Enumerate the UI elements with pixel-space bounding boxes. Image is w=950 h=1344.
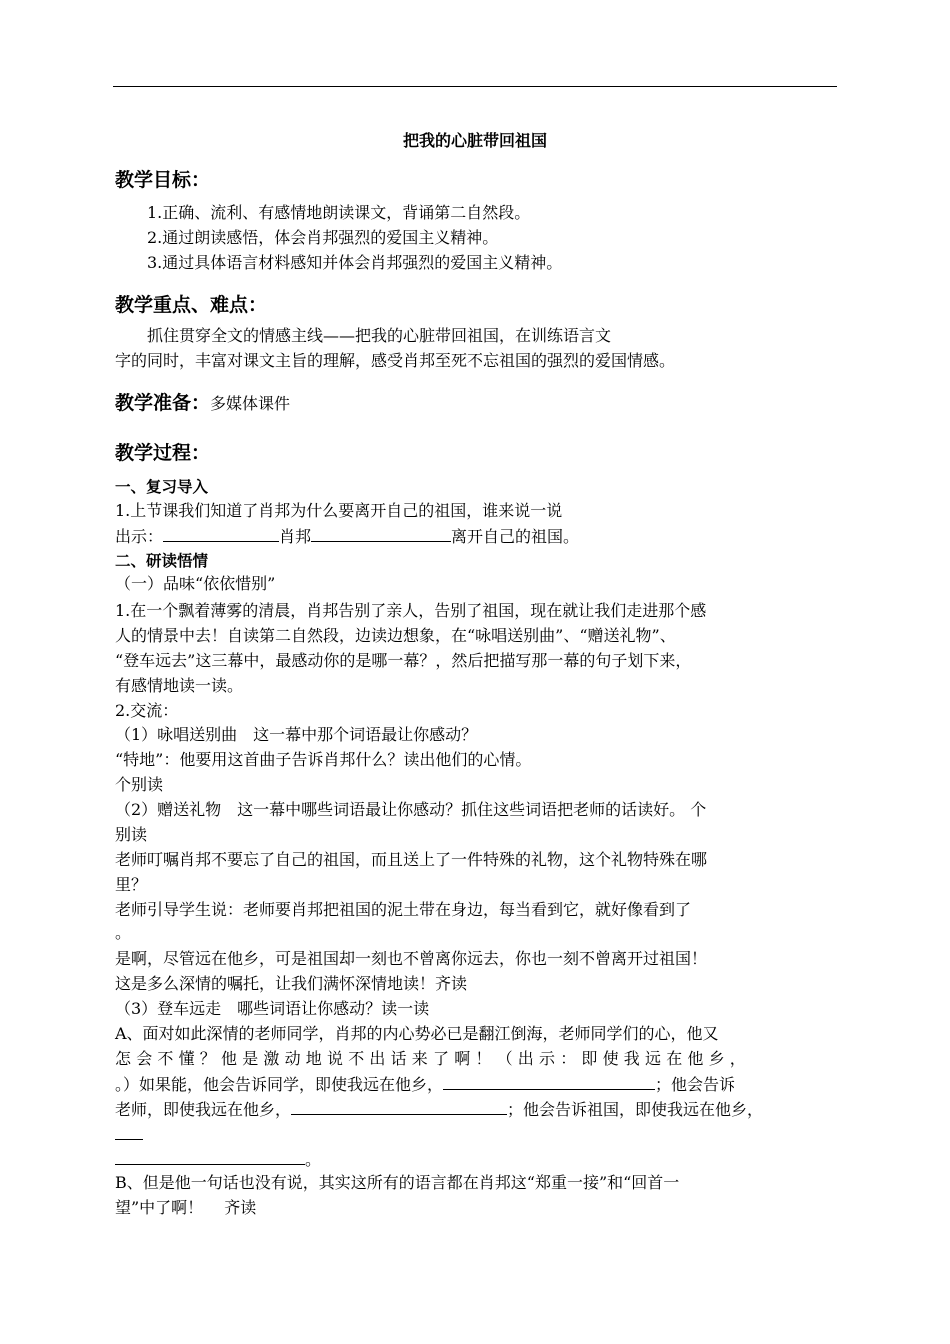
prep-text: 多媒体课件	[210, 394, 291, 413]
paragraph-text: 。）如果能，他会告诉同学，即使我远在他乡，	[115, 1075, 444, 1094]
document-title: 把我的心脏带回祖国	[402, 131, 547, 150]
paragraph-line: （3）登车远走 哪些词语让你感动？读一读	[115, 999, 430, 1018]
fill-in-line	[115, 1098, 763, 1121]
paragraph-line: 人的情景中去！自读第二自然段，边读边想象，在“咏唱送别曲”、“赠送礼物”、	[115, 626, 676, 645]
paragraph-line: 老师叮嘱肖邦不要忘了自己的祖国，而且送上了一件特殊的礼物，这个礼物特殊在哪	[115, 850, 708, 869]
fill-in-line	[115, 1123, 143, 1146]
goal-item: 1.正确、流利、有感情地朗读课文，背诵第二自然段。	[147, 203, 531, 222]
paragraph-line: （2）赠送礼物 这一幕中哪些词语最让你感动？抓住这些词语把老师的话读好。 个	[115, 800, 707, 819]
show-text: 肖邦	[279, 527, 312, 546]
section-heading: 一、复习导入	[115, 478, 209, 496]
prep-line	[115, 388, 290, 415]
goal-item: 2.通过朗读感悟，体会肖邦强烈的爱国主义精神。	[147, 228, 499, 247]
paragraph-line: 有感情地读一读。	[115, 676, 244, 695]
paragraph-line: 里？	[115, 875, 148, 894]
blank-field[interactable]	[163, 525, 279, 542]
paragraph-line: 别读	[115, 825, 148, 844]
fill-in-line	[115, 525, 579, 548]
paragraph-line: 2.交流：	[115, 701, 179, 720]
paragraph-line: B、但是他一句话也没有说，其实这所有的语言都在肖邦这“郑重一接”和“回首一	[115, 1173, 680, 1192]
show-label: 出示：	[115, 527, 164, 546]
paragraph-line: 1.在一个飘着薄雾的清晨，肖邦告别了亲人，告别了祖国，现在就让我们走进那个感	[115, 601, 707, 620]
key-text: 字的同时，丰富对课文主旨的理解，感受肖邦至死不忘祖国的强烈的爱国情感。	[115, 351, 676, 370]
paragraph-line: 。	[115, 923, 132, 942]
paragraph-text: ；他会告诉祖国，即使我远在他乡，	[507, 1100, 764, 1119]
paragraph-line: 怎会不懂？他是激动地说不出话来了啊！（出示：即使我远在他乡，	[115, 1049, 752, 1068]
fill-in-line	[115, 1148, 321, 1171]
key-heading: 教学重点、难点：	[115, 294, 268, 316]
blank-field[interactable]	[443, 1073, 655, 1090]
goal-item: 3.通过具体语言材料感知并体会肖邦强烈的爱国主义精神。	[147, 253, 563, 272]
paragraph-line: A、面对如此深情的老师同学，肖邦的内心势必已是翻江倒海，老师同学们的心，他又	[115, 1024, 719, 1043]
paragraph-line: “登车远去”这三幕中，最感动你的是哪一幕？，然后把描写那一幕的句子划下来，	[115, 651, 692, 670]
fill-in-line	[115, 1073, 735, 1096]
subsection-heading: （一）品味“依依惜别”	[115, 574, 276, 593]
goal-heading: 教学目标：	[115, 169, 211, 191]
blank-field[interactable]	[291, 1098, 507, 1115]
key-text: 抓住贯穿全文的情感主线——把我的心脏带回祖国，在训练语言文	[147, 326, 612, 345]
header-rule	[113, 86, 837, 87]
paragraph-line: 老师引导学生说：老师要肖邦把祖国的泥土带在身边，每当看到它，就好像看到了	[115, 900, 692, 919]
paragraph-text: 老师，即使我远在他乡，	[115, 1100, 292, 1119]
paragraph-line: 望”中了啊！ 齐读	[115, 1198, 257, 1217]
show-text: 离开自己的祖国。	[451, 527, 580, 546]
paragraph-line: “特地”：他要用这首曲子告诉肖邦什么？读出他们的心情。	[115, 750, 532, 769]
prep-heading: 教学准备：	[115, 392, 211, 414]
process-heading: 教学过程：	[115, 442, 211, 464]
paragraph-text: ；他会告诉	[655, 1075, 736, 1094]
blank-field[interactable]	[115, 1148, 305, 1165]
paragraph-line: 这是多么深情的嘱托，让我们满怀深情地读！齐读	[115, 974, 468, 993]
paragraph-line: 1.上节课我们知道了肖邦为什么要离开自己的祖国，谁来说一说	[115, 501, 563, 520]
paragraph-line: （1）咏唱送别曲 这一幕中那个词语最让你感动？	[115, 725, 478, 744]
blank-field[interactable]	[311, 525, 451, 542]
blank-field[interactable]	[115, 1123, 143, 1140]
paragraph-line: 个别读	[115, 775, 164, 794]
section-heading: 二、研读悟情	[115, 552, 209, 570]
paragraph-line: 是啊，尽管远在他乡，可是祖国却一刻也不曾离你远去，你也一刻不曾离开过祖国！	[115, 949, 708, 968]
paragraph-text: 。	[305, 1150, 322, 1169]
